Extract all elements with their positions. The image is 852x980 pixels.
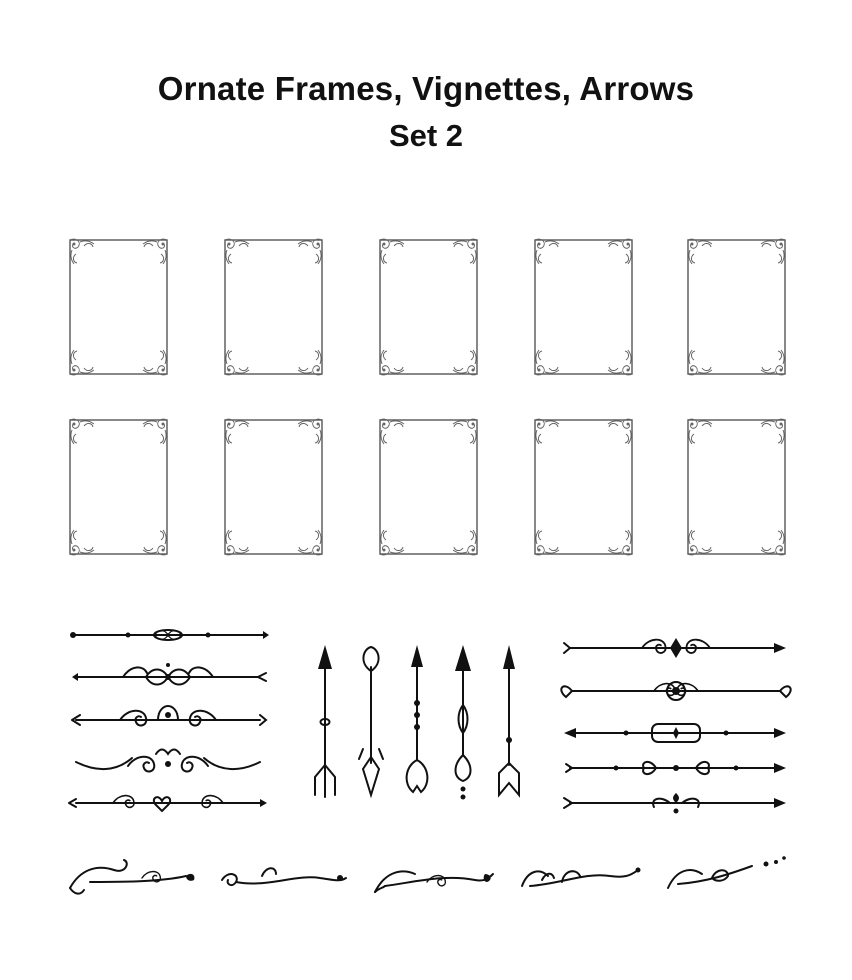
corner-flourishes [70,856,786,893]
divider [72,663,266,685]
arrow-divider [564,793,786,814]
flourish [375,871,493,892]
arrow-dividers-right [561,638,790,814]
arrow [359,647,383,795]
arrow-divider [566,762,786,774]
frame [688,239,785,375]
frame [380,419,477,555]
arrow-divider [564,724,786,742]
frames-grid [70,239,785,555]
flourish [668,856,786,888]
arrow-divider [561,682,790,700]
flourish [70,860,194,894]
vertical-arrows [315,645,519,800]
divider [72,706,266,725]
page-title: Ornate Frames, Vignettes, Arrows [157,70,695,107]
divider [69,796,267,811]
frame [535,419,632,555]
dividers-left [69,630,269,811]
page-subtitle: Set 2 [388,118,464,153]
frame [225,239,322,375]
frame [70,239,167,375]
frame [688,419,785,555]
arrow [407,645,428,792]
divider [70,630,269,640]
frame [535,239,632,375]
frame [225,419,322,555]
divider [76,750,260,772]
arrow-divider [564,638,786,658]
flourish [222,868,346,885]
frame [70,419,167,555]
arrow [455,645,471,800]
flourish [522,868,641,887]
arrow [315,645,335,797]
arrow [499,645,519,795]
frame [380,239,477,375]
